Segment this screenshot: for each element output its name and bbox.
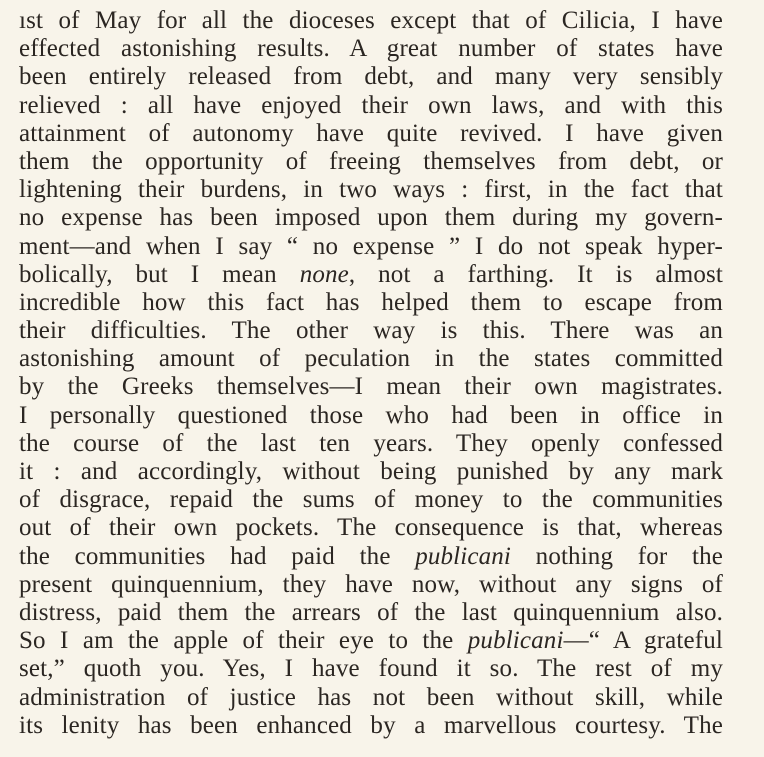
text-line [19,148,723,176]
text-line [19,289,723,317]
text-segment: no expense has been imposed upon them during my govern- [19,204,723,232]
text-line [19,233,723,261]
text-segment: present quinquennium, they have now, without any signs of [19,570,723,598]
text-line [19,63,723,91]
text-segment: incredible how this fact has helped them to escape from [19,288,723,316]
text-line [19,543,723,571]
text-segment: bolically, but I mean [19,260,300,288]
text-segment: by the Greeks themselves—I mean their own magistrates. [19,373,723,401]
text-segment: it : and accordingly, without being punished by any mark [19,458,723,485]
text-segment: I personally questioned those who had been in office in [19,401,723,429]
text-line [19,712,723,740]
text-segment: ıst of May for all the dioceses except that of Cilicia, I have [19,7,723,34]
body-text [19,7,723,740]
text-segment: astonishing amount of peculation in the states committed [19,345,723,373]
text-line [19,599,723,627]
text-line [19,176,723,204]
text-segment: nothing for the [511,542,723,570]
text-line [19,655,723,683]
text-segment: of disgrace, repaid the sums of money to the communities [19,486,723,514]
text-segment: effected astonishing results. A great number of states have [19,35,723,63]
text-segment: lightening their burdens, in two ways : first, in the fact that [19,176,723,204]
text-line [19,627,723,655]
text-segment: the communities had paid the [19,542,416,570]
text-segment: set,” quoth you. Yes, I have found it so. The rest of my [19,655,723,683]
text-line [19,402,723,430]
text-segment: been entirely released from debt, and many very sensibly [19,63,723,91]
text-line [19,204,723,232]
text-segment: relieved : all have enjoyed their own laws, and with this [19,91,723,119]
text-line [19,92,723,120]
text-line [19,458,723,486]
text-segment: administration of justice has not been without skill, while [19,683,723,711]
text-line [19,7,723,35]
text-segment: them the opportunity of freeing themselves from debt, or [19,147,723,175]
text-line [19,373,723,401]
italic-text: publicani [415,542,512,570]
text-segment: their difficulties. The other way is this. There was an [19,317,723,345]
text-line [19,514,723,542]
text-line [19,35,723,63]
text-segment: —“ A grateful [563,627,723,655]
text-line [19,317,723,345]
text-line [19,430,723,458]
text-line [19,261,723,289]
text-line [19,684,723,712]
text-segment: out of their own pockets. The consequence is that, whereas [19,514,723,542]
text-segment: So I am the apple of their eye to the [19,627,468,655]
text-segment: the course of the last ten years. They openly confessed [19,429,723,457]
text-segment: distress, paid them the arrears of the last quinquennium also. [19,598,723,626]
text-segment: ment—and when I say “ no expense ” I do not speak hyper- [19,232,723,260]
text-segment: attainment of autonomy have quite revived. I have given [19,119,723,147]
italic-text: publicani [467,627,564,655]
text-line [19,120,723,148]
text-line [19,486,723,514]
text-line [19,345,723,373]
text-segment: its lenity has been enhanced by a marvellous courtesy. The [19,711,723,739]
text-line [19,571,723,599]
text-segment: , not a farthing. It is almost [348,260,723,288]
italic-text: none [299,260,349,288]
